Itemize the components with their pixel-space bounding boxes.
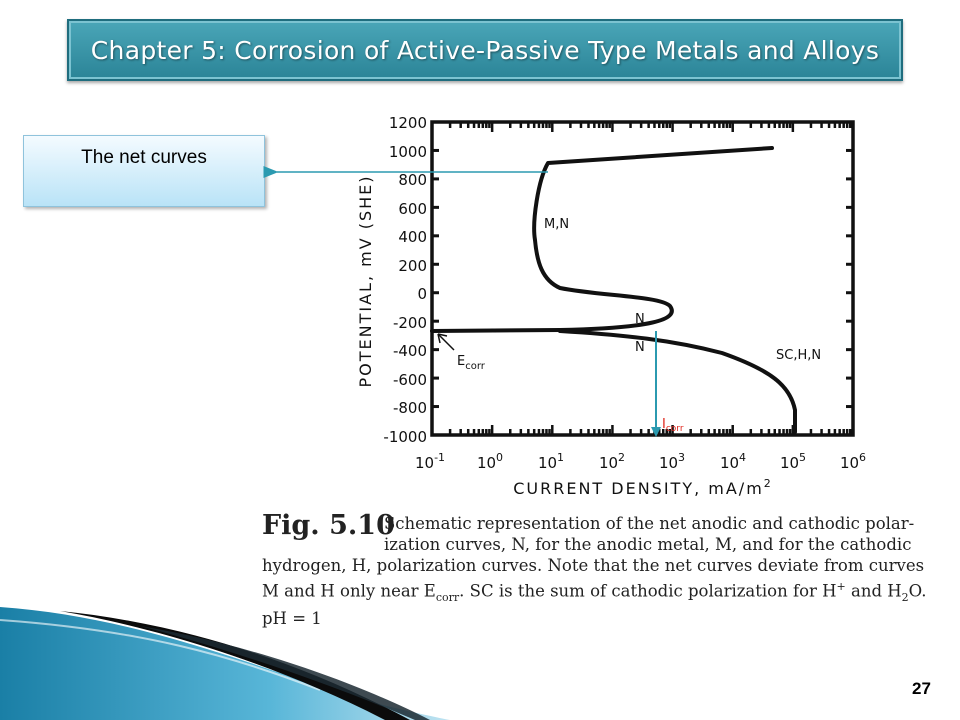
y-tick-label: -1000 (383, 428, 427, 446)
figure-number: Fig. 5.10 (262, 510, 395, 541)
y-tick-label: 800 (398, 171, 427, 189)
caption-line: Schematic representation of the net anodic and cathodic polar- (384, 514, 915, 533)
label-icorr: $I_{corr}$ (662, 417, 684, 434)
y-tick-label: -800 (392, 399, 427, 417)
plot-frame (432, 122, 853, 435)
caption-line: ization curves, N, for the anodic metal, M, and for the cathodic (384, 535, 912, 554)
x-tick-label: $10^0$ (476, 451, 504, 472)
caption-line: M and H only near $E_{corr}$. SC is the sum of cathodic polarization for H+ and $H_2O$. (262, 580, 927, 604)
polarization-curves (432, 148, 795, 432)
label-ecorr: $E_{corr}$ (457, 354, 485, 372)
x-axis-tick-labels (415, 451, 866, 472)
cathodic-net-curve (560, 331, 795, 432)
y-tick-label: 400 (398, 228, 427, 246)
y-tick-label: 0 (417, 285, 427, 303)
x-axis-ticks (432, 122, 850, 435)
x-tick-label: $10^6$ (839, 451, 867, 472)
label-mn: M,N (544, 217, 570, 232)
figure-caption (262, 510, 932, 629)
y-tick-label: 1200 (388, 114, 427, 132)
y-tick-label: -400 (392, 342, 427, 360)
x-tick-label: $10^4$ (719, 451, 747, 472)
caption-line: hydrogen, H, polarization curves. Note that the net curves deviate from curves (262, 556, 925, 575)
y-tick-label: 200 (398, 257, 427, 275)
x-axis-title: CURRENT DENSITY, $mA/m^2$ (513, 477, 773, 498)
label-n-lower: N (635, 340, 645, 355)
page-number: 27 (912, 679, 931, 698)
anodic-net-curve (432, 148, 772, 331)
x-tick-label: $10^3$ (658, 451, 686, 472)
x-tick-label: $10^{-1}$ (414, 451, 446, 472)
y-tick-label: -600 (392, 371, 427, 389)
y-tick-label: -200 (392, 314, 427, 332)
caption-line: pH = 1 (262, 608, 322, 628)
label-n-upper: N (635, 312, 645, 327)
y-axis-title: POTENTIAL, mV (SHE) (356, 174, 375, 388)
x-tick-label: $10^2$ (598, 451, 626, 472)
label-sc-h-n: SC,H,N (776, 348, 822, 363)
x-tick-label: $10^5$ (779, 451, 807, 472)
callout-label: The net curves (81, 147, 207, 168)
y-tick-label: 600 (398, 200, 427, 218)
y-tick-label: 1000 (388, 143, 427, 161)
ecorr-pointer (438, 334, 454, 350)
x-tick-label: $10^1$ (537, 451, 565, 472)
y-axis-ticks (432, 122, 853, 435)
slide-title: Chapter 5: Corrosion of Active-Passive Type Metals and Alloys (90, 35, 880, 65)
y-axis-tick-labels (383, 114, 427, 446)
